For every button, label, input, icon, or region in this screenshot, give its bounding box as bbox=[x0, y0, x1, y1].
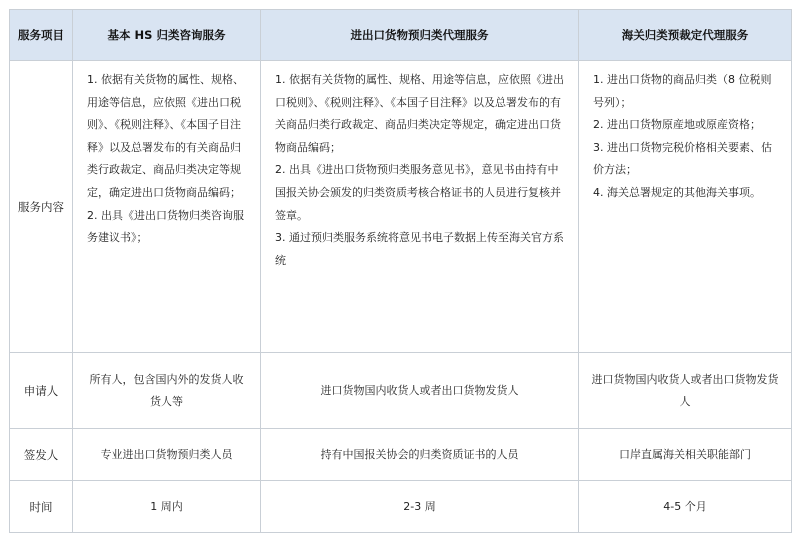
header-row bbox=[10, 10, 792, 61]
row-label-service-content: 服务内容 bbox=[10, 61, 73, 353]
table-row-time bbox=[10, 481, 792, 533]
header-pre-classification-agency: 进出口货物预归类代理服务 bbox=[261, 10, 579, 61]
content-item: 4. 海关总署规定的其他海关事项。 bbox=[593, 185, 761, 199]
cell-time-pre-classification: 2-3 周 bbox=[261, 481, 579, 533]
header-basic-hs-consulting: 基本 HS 归类咨询服务 bbox=[73, 10, 261, 61]
header-service-item: 服务项目 bbox=[10, 10, 73, 61]
row-label-applicant: 申请人 bbox=[10, 353, 73, 429]
content-item: 3. 进出口货物完税价格相关要素、估价方法； bbox=[593, 140, 772, 177]
content-item: 2. 出具《进出口货物归类咨询服务建议书》； bbox=[87, 208, 244, 245]
cell-applicant-basic: 所有人，包含国内外的发货人收货人等 bbox=[73, 353, 261, 429]
content-item: 2. 出具《进出口货物预归类服务意见书》，意见书由持有中国报关协会颁发的归类资质考核合格证书的人员进行复核并签章。 bbox=[275, 163, 561, 222]
content-item: 1. 进出口货物的商品归类（8 位税则号列）； bbox=[593, 73, 772, 109]
cell-applicant-advance-ruling: 进口货物国内收货人或者出口货物发货人 bbox=[579, 353, 792, 429]
table-row-signer bbox=[10, 429, 792, 481]
cell-time-basic: 1 周内 bbox=[73, 481, 261, 533]
content-item: 1. 依据有关货物的属性、规格、用途等信息，应依照《进出口税则》、《税则注释》、《本国子目注释》以及总署发布的有关商品归类行政裁定、商品归类决定等规定，确定进出口货物商品编码； bbox=[87, 73, 244, 199]
header-advance-ruling-agency: 海关归类预裁定代理服务 bbox=[579, 10, 792, 61]
cell-content-advance-ruling bbox=[579, 61, 792, 353]
cell-signer-basic: 专业进出口货物预归类人员 bbox=[73, 429, 261, 481]
cell-applicant-pre-classification: 进口货物国内收货人或者出口货物发货人 bbox=[261, 353, 579, 429]
cell-signer-pre-classification: 持有中国报关协会的归类资质证书的人员 bbox=[261, 429, 579, 481]
service-comparison-table bbox=[9, 9, 792, 533]
cell-time-advance-ruling: 4-5 个月 bbox=[579, 481, 792, 533]
cell-content-pre-classification bbox=[261, 61, 579, 353]
content-item: 1. 依据有关货物的属性、规格、用途等信息，应依照《进出口税则》、《税则注释》、《本国子目注释》以及总署发布的有关商品归类行政裁定、商品归类决定等规定，确定进出口货物商品编码； bbox=[275, 73, 564, 154]
content-item: 2. 进出口货物原産地或原産资格； bbox=[593, 118, 761, 132]
content-item: 3. 通过预归类服务系统将意见书电子数据上传至海关官方系统 bbox=[275, 231, 564, 267]
table-row-service-content bbox=[10, 61, 792, 353]
table-row-applicant bbox=[10, 353, 792, 429]
cell-signer-advance-ruling: 口岸直属海关相关职能部门 bbox=[579, 429, 792, 481]
cell-content-basic bbox=[73, 61, 261, 353]
row-label-time: 时间 bbox=[10, 481, 73, 533]
row-label-signer: 签发人 bbox=[10, 429, 73, 481]
